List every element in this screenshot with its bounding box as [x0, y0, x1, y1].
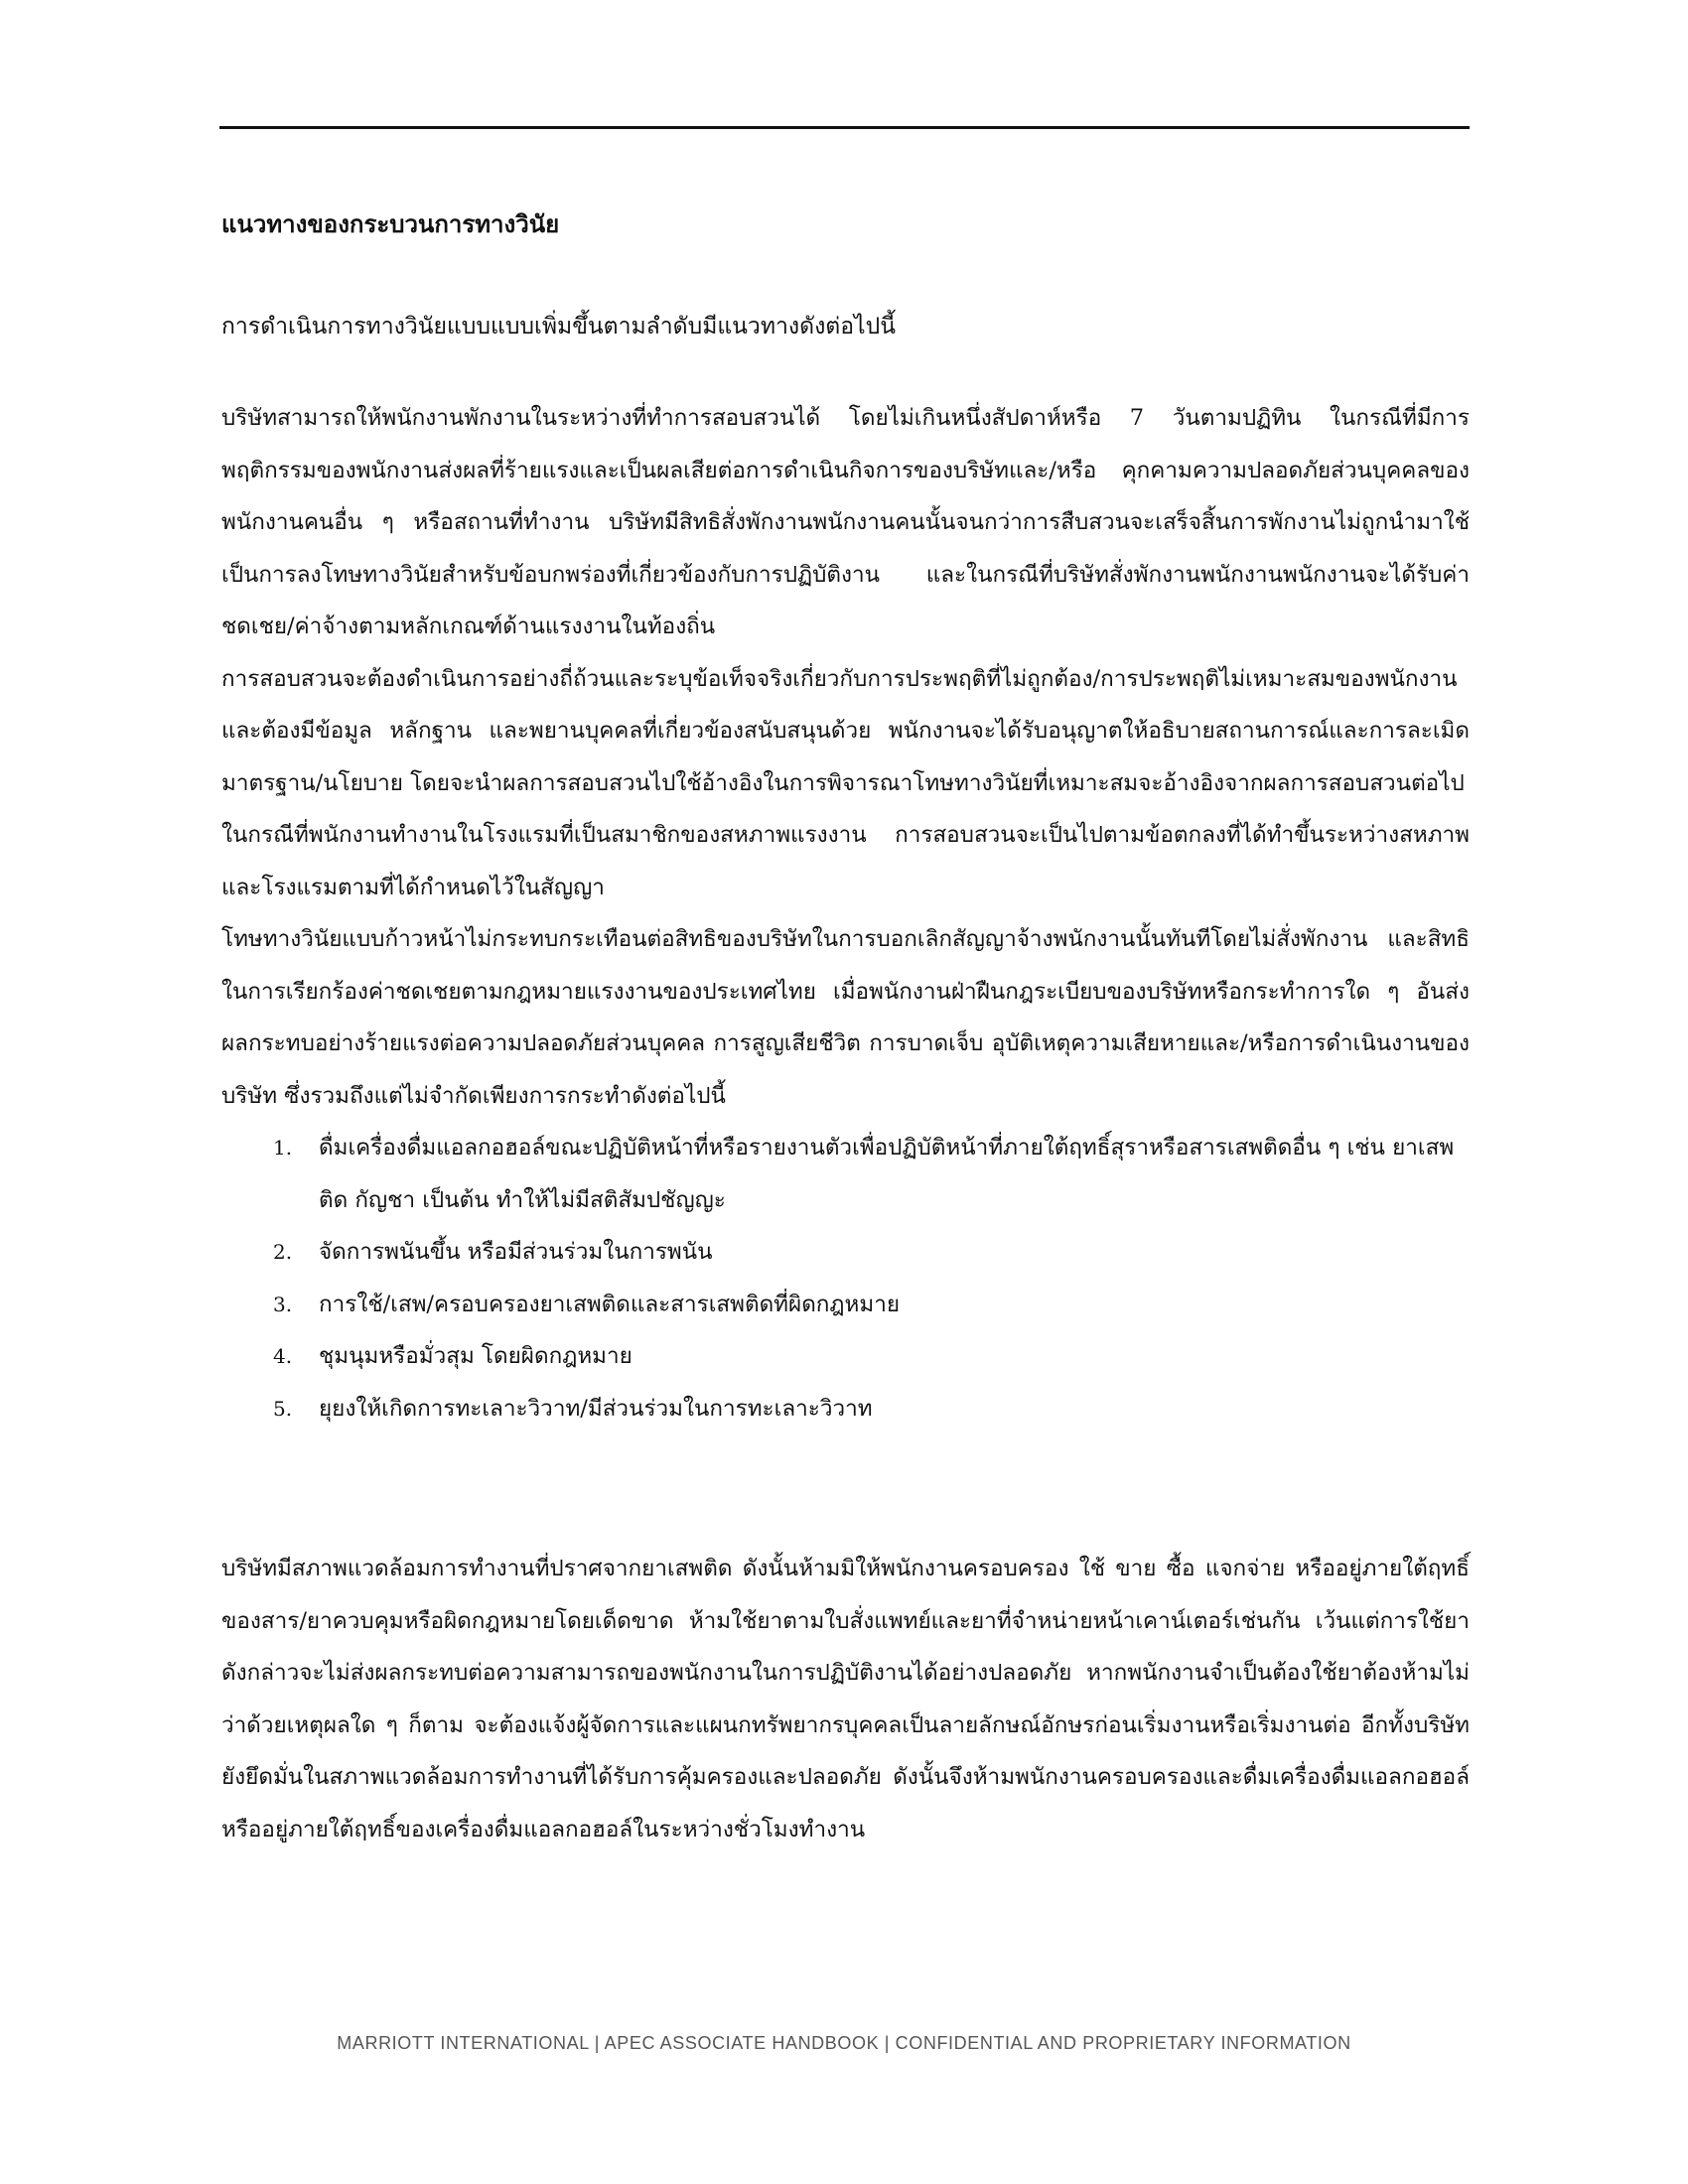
paragraph-union: ในกรณีที่พนักงานทำงานในโรงแรมที่เป็นสมาชิกของสหภาพแรงงาน การสอบสวนจะเป็นไปตามข้อตกลงที่ได้ทำขึ้นระหว่างสหภาพและโรงแรมตามที่ได้กำหนดไว้ในสัญญา [221, 822, 1470, 900]
list-number: 1. [273, 1136, 293, 1160]
list-item [221, 1226, 1470, 1279]
page-footer: MARRIOTT INTERNATIONAL | APEC ASSOCIATE HANDBOOK | CONFIDENTIAL AND PROPRIETARY INFORMATION [337, 2033, 1351, 2053]
list-text: ดื่มเครื่องดื่มแอลกอฮอล์ขณะปฏิบัติหน้าที่หรือรายงานตัวเพื่อปฏิบัติหน้าที่ภายใต้ฤทธิ์สุราหรือสารเสพติดอื่น ๆ เช่น ยาเสพติด กัญชา เป็นต้น ทำให้ไม่มีสติสัมปชัญญะ [319, 1135, 1455, 1213]
body-text [221, 392, 1470, 1434]
section-heading: แนวทางของกระบวนการทางวินัย [221, 209, 560, 238]
misconduct-list [221, 1122, 1470, 1434]
list-number: 2. [273, 1240, 293, 1264]
list-item [221, 1330, 1470, 1383]
paragraph-investigation: การสอบสวนจะต้องดำเนินการอย่างถี่ถ้วนและระบุข้อเท็จจริงเกี่ยวกับการประพฤติที่ไม่ถูกต้อง/การประพฤติไม่เหมาะสมของพนักงาน และต้องมีข้อมูล หลักฐาน และพยานบุคคลที่เกี่ยวข้องสนับสนุนด้วย พนักงานจะได้รับอนุญาตให้อธิบายสถานการณ์และการละเมิดมาตรฐาน/นโยบาย โดยจะนำผลการสอบสวนไปใช้อ้างอิงในการพิจารณาโทษทางวินัยที่เหมาะสมจะอ้างอิงจากผลการสอบสวนต่อไป [221, 665, 1470, 796]
intro-paragraph: การดำเนินการทางวินัยแบบแบบเพิ่มขึ้นตามลำดับมีแนวทางดังต่อไปนี้ [221, 314, 896, 340]
list-item [221, 1122, 1470, 1226]
list-item [221, 1279, 1470, 1331]
list-text: จัดการพนันขึ้น หรือมีส่วนร่วมในการพนัน [319, 1239, 713, 1265]
header-rule [219, 126, 1470, 129]
list-text: การใช้/เสพ/ครอบครองยาเสพติดและสารเสพติดที่ผิดกฎหมาย [319, 1291, 901, 1317]
list-number: 5. [273, 1396, 293, 1421]
paragraph-progressive-discipline: โทษทางวินัยแบบก้าวหน้าไม่กระทบกระเทือนต่อสิทธิของบริษัทในการบอกเลิกสัญญาจ้างพนักงานนั้นทันทีโดยไม่สั่งพักงาน และสิทธิในการเรียกร้องค่าชดเชยตามกฎหมายแรงงานของประเทศไทย เมื่อพนักงานฝ่าฝืนกฎระเบียบของบริษัทหรือกระทำการใด ๆ อันส่งผลกระทบอย่างร้ายแรงต่อความปลอดภัยส่วนบุคคล การสูญเสียชีวิต การบาดเจ็บ อุบัติเหตุความเสียหายและ/หรือการดำเนินงานของบริษัท ซึ่งรวมถึงแต่ไม่จำกัดเพียงการกระทำดังต่อไปนี้ [221, 926, 1470, 1109]
list-text: ยุยงให้เกิดการทะเลาะวิวาท/มีส่วนร่วมในการทะเลาะวิวาท [319, 1395, 873, 1422]
list-text: ชุมนุมหรือมั่วสุม โดยผิดกฎหมาย [319, 1343, 633, 1369]
list-item [221, 1383, 1470, 1435]
paragraph-drug-free-workplace: บริษัทมีสภาพแวดล้อมการทำงานที่ปราศจากยาเสพติด ดังนั้นห้ามมิให้พนักงานครอบครอง ใช้ ขาย ซื้อ แจกจ่าย หรืออยู่ภายใต้ฤทธิ์ของสาร/ยาควบคุมหรือผิดกฎหมายโดยเด็ดขาด ห้ามใช้ยาตามใบสั่งแพทย์และยาที่จำหน่ายหน้าเคาน์เตอร์เช่นกัน เว้นแต่การใช้ยาดังกล่าวจะไม่ส่งผลกระทบต่อความสามารถของพนักงานในการปฏิบัติงานได้อย่างปลอดภัย หากพนักงานจำเป็นต้องใช้ยาต้องห้ามไม่ว่าด้วยเหตุผลใด ๆ ก็ตาม จะต้องแจ้งผู้จัดการและแผนกทรัพยากรบุคคลเป็นลายลักษณ์อักษรก่อนเริ่มงานหรือเริ่มงานต่อ อีกทั้งบริษัทยังยึดมั่นในสภาพแวดล้อมการทำงานที่ได้รับการคุ้มครองและปลอดภัย ดังนั้นจึงห้ามพนักงานครอบครองและดื่มเครื่องดื่มแอลกอฮอล์หรืออยู่ภายใต้ฤทธิ์ของเครื่องดื่มแอลกอฮอล์ในระหว่างชั่วโมงทำงาน [221, 1556, 1470, 1843]
list-number: 3. [273, 1292, 293, 1316]
list-number: 4. [273, 1344, 293, 1368]
paragraph-suspension: บริษัทสามารถให้พนักงานพักงานในระหว่างที่ทำการสอบสวนได้ โดยไม่เกินหนึ่งสัปดาห์หรือ 7 วันตามปฏิทิน ในกรณีที่มีการพฤติกรรมของพนักงานส่งผลที่ร้ายแรงและเป็นผลเสียต่อการดำเนินกิจการของบริษัทและ/หรือ คุกคามความปลอดภัยส่วนบุคคลของพนักงานคนอื่น ๆ หรือสถานที่ทำงาน บริษัทมีสิทธิสั่งพักงานพนักงานคนนั้นจนกว่าการสืบสวนจะเสร็จสิ้นการพักงานไม่ถูกนำมาใช้เป็นการลงโทษทางวินัยสำหรับข้อบกพร่องที่เกี่ยวข้องกับการปฏิบัติงาน และในกรณีที่บริษัทสั่งพักงานพนักงานพนักงานจะได้รับค่าชดเชย/ค่าจ้างตามหลักเกณฑ์ด้านแรงงานในท้องถิ่น [221, 405, 1470, 639]
